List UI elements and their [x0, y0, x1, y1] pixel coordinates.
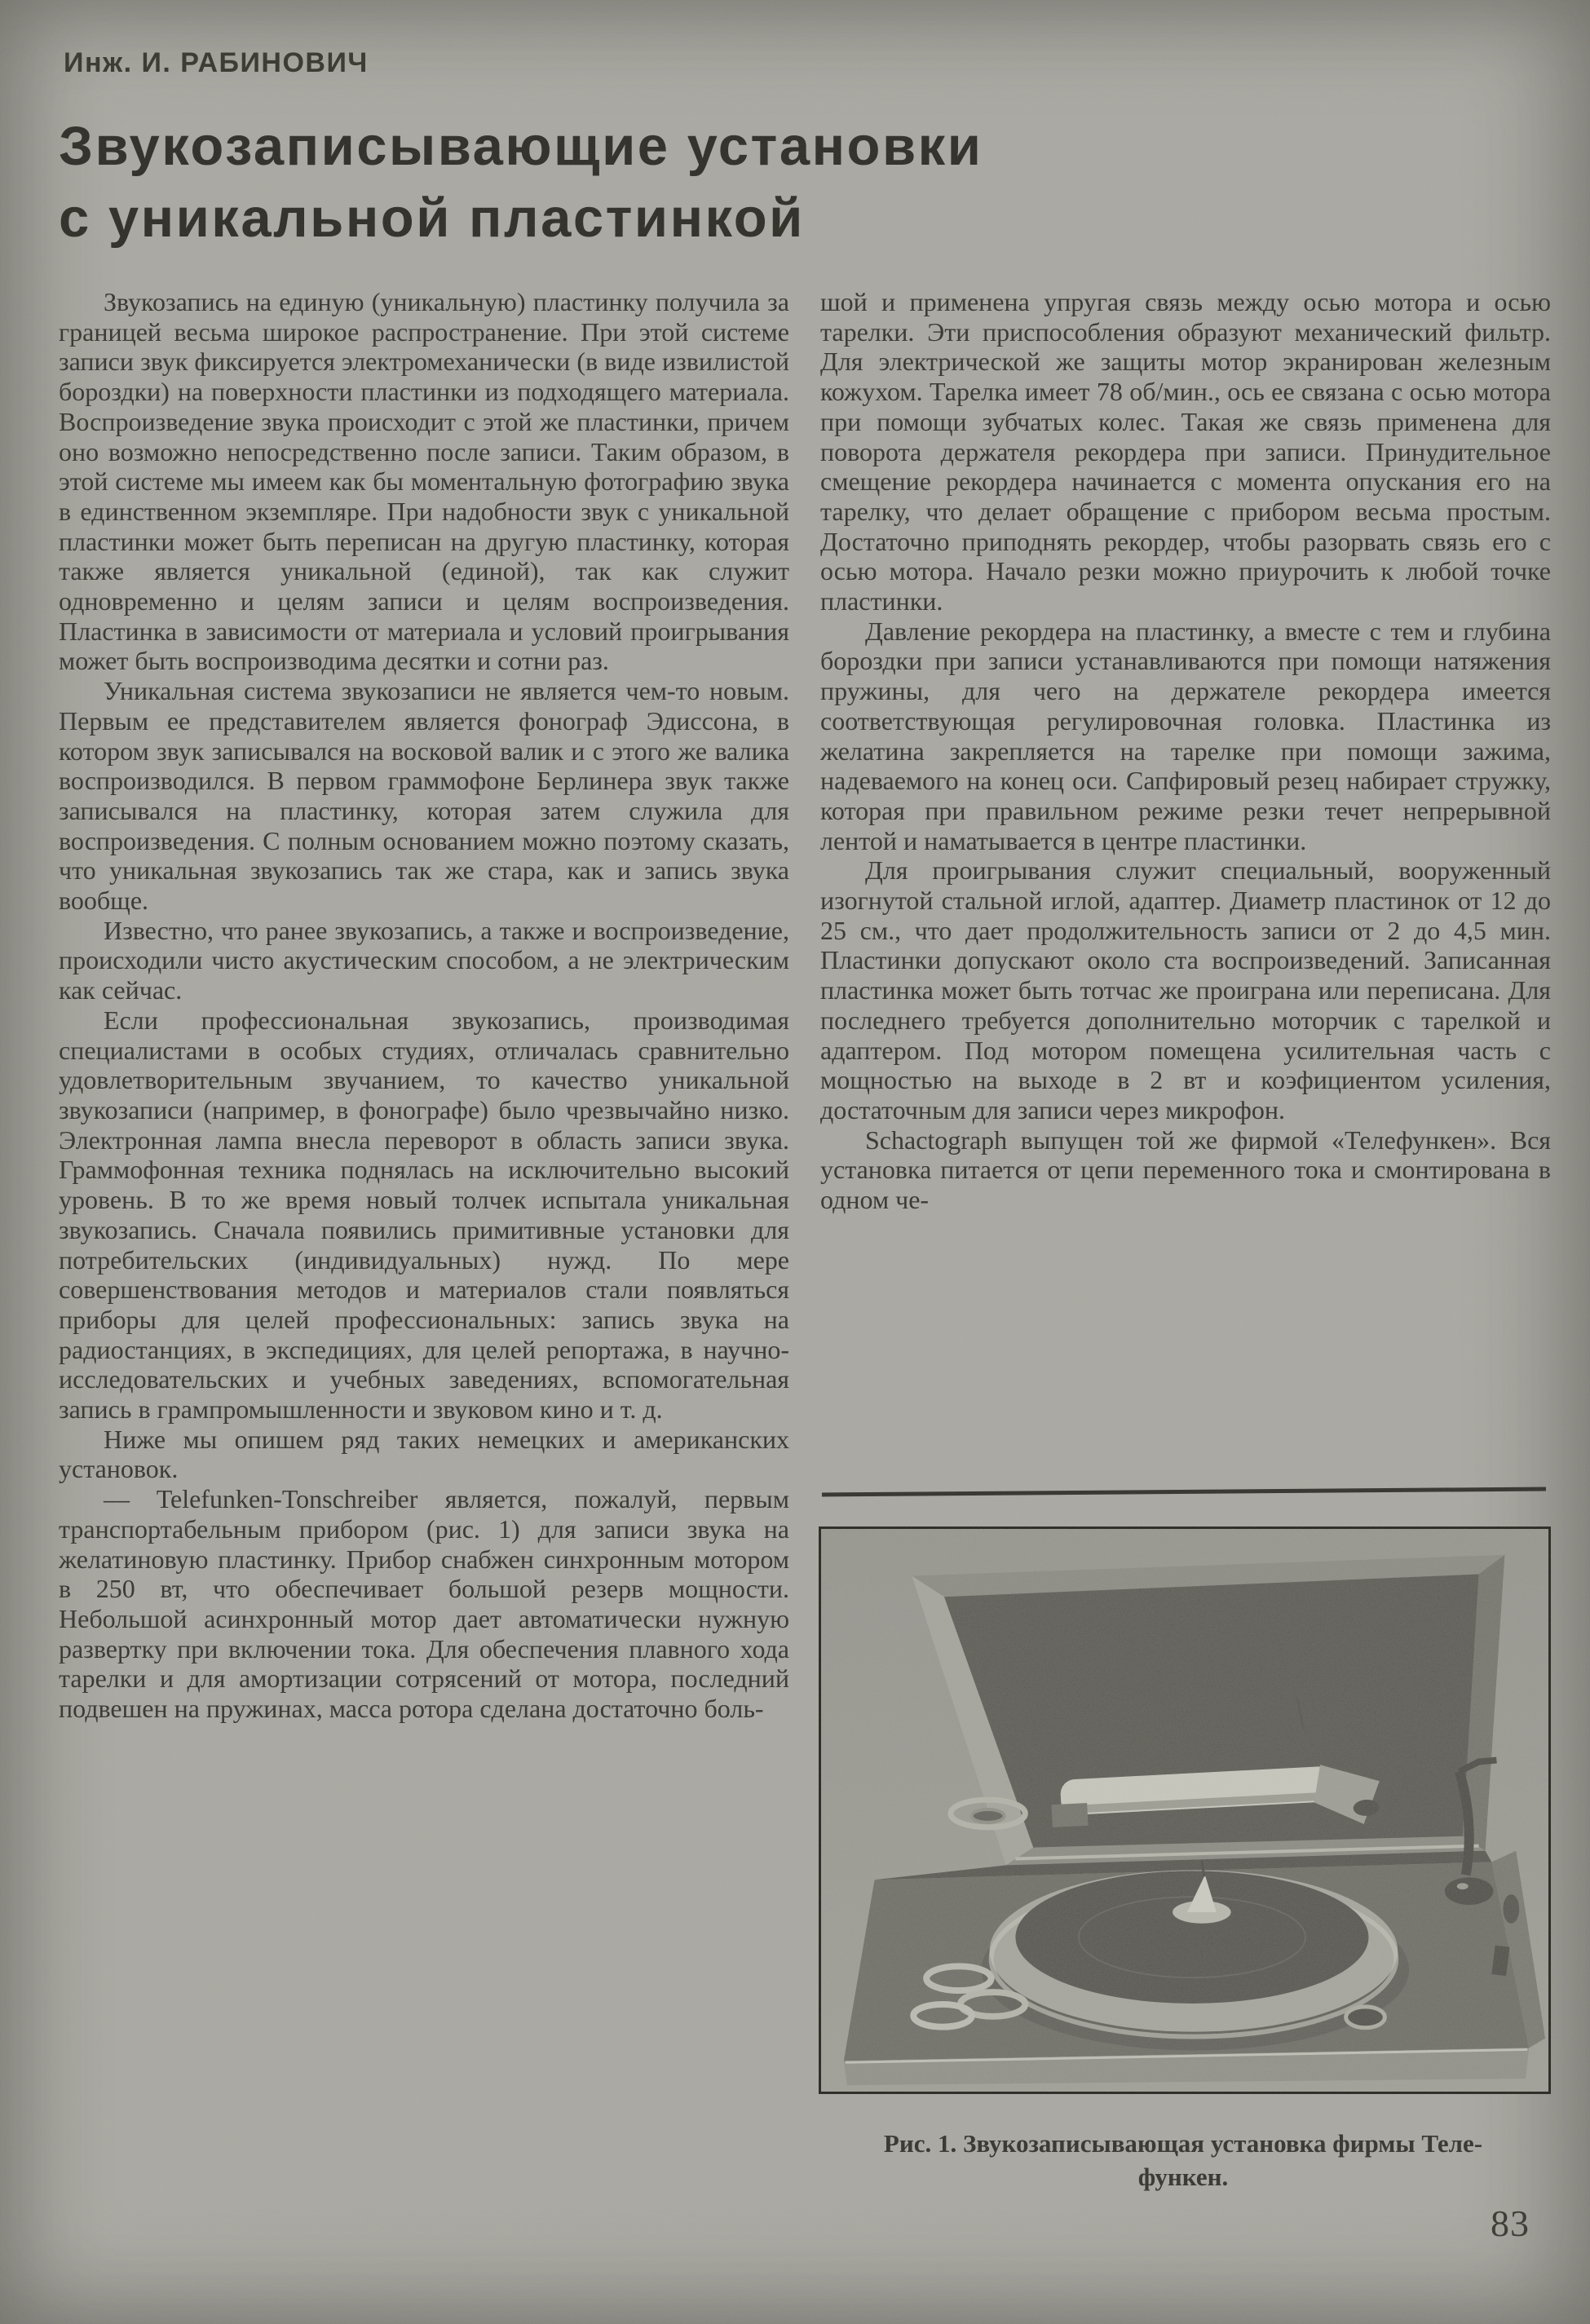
paragraph: Для проигрывания служит специальный, вооруженный изогнутой стальной иглой, адаптер. Диаметр пластинок от 12 до 25 см., что дает продолжительность записи от 2 до 4,5 мин. Пластинки допускают около ста воспроизведений. Записанная пластинка может быть тотчас же проиграна или переписана. Для последнего требуется дополнительно моторчик с тарелкой и адаптером. Под мотором помещена усилительная часть с мощностью на выходе в 2 вт и коэфициентом усиления, достаточным для записи через микрофон.	[820, 855, 1551, 1124]
caption-line-1: Рис. 1. Звукозаписывающая установка фирмы Теле-	[883, 2129, 1483, 2158]
paragraph: шой и применена упругая связь между осью мотора и осью тарелки. Эти приспособления образуют механический фильтр. Для электрической же защиты мотор экранирован железным кожухом. Тарелка имеет 78 об/мин., ось ее связана с осью мотора при помощи зубчатых колес. Такая же связь применена для поворота держателя рекордера при записи. Принудительное смещение рекордера начинается с момента опускания его на тарелку, что делает обращение с прибором весьма простым. Достаточно приподнять рекордер, чтобы разорвать связь его с осью мотора. Начало резки можно приурочить к любой точке пластинки.	[820, 287, 1551, 616]
paragraph: Schactograph выпущен той же фирмой «Телефункен». Вся установка питается от цепи переменного тока и смонтирована в одном че-	[820, 1124, 1551, 1215]
paragraph: Уникальная система звукозаписи не является чем-то новым. Первым ее представителем является фонограф Эдиссона, в котором звук записывался на восковой валик и с этого же валика воспроизводился. В первом граммофоне Берлинера звук также записывался на пластинку, которая затем служила для воспроизведения. С полным основанием можно поэтому сказать, что уникальная звукозапись так же стара, как и запись звука вообще.	[59, 676, 789, 916]
left-column	[59, 287, 789, 2211]
author-line: Инж. И. РАБИНОВИЧ	[64, 47, 369, 78]
page-number: 83	[1491, 2202, 1530, 2244]
paragraph: Если профессиональная звукозапись, производимая специалистами в особых студиях, отличалась сравнительно удовлетворительным звучанием, то качество уникальной звукозаписи (например, в фонографе) было чрезвычайно низко. Электронная лампа внесла переворот в область записи звука. Граммофонная техника поднялась на исключительно высокий уровень. В то же время новый толчек испытала уникальная звукозапись. Сначала появились примитивные установки для потребительских (индивидуальных) нужд. По мере совершенствования методов и материалов стали появляться приборы для целей профессиональных: запись звука на радиостанциях, в экспедициях, для целей репортажа, в научно-исследовательских и учебных заведениях, вспомогательная запись в грампромышленности и звуковом кино и т. д.	[59, 1005, 789, 1425]
article-title	[59, 111, 1445, 254]
paragraph: Звукозапись на единую (уникальную) пластинку получила за границей весьма широкое распространение. При этой системе записи звук фиксируется электромеханически (в виде извилистой бороздки) на поверхности пластинки из подходящего материала. Воспроизведение звука происходит с этой же пластинки, причем оно возможно непосредственно после записи. Таким образом, в этой системе мы имеем как бы моментальную фотографию звука в единственном экземпляре. При надобности звук с уникальной пластинки может быть переписан на другую пластинку, которая также является уникальной (единой), так как служит одновременно и целям записи и целям воспроизведения. Пластинка в зависимости от материала и условий проигрывания может быть воспроизводима десятки и сотни раз.	[59, 287, 789, 676]
paragraph: Известно, что ранее звукозапись, а также и воспроизведение, происходили чисто акустическим способом, а не электрическим как сейчас.	[59, 915, 789, 1005]
paragraph: — Telefunken-Tonschreiber является, пожалуй, первым транспортабельным прибором (рис. 1) для записи звука на желатиновую пластинку. Прибор снабжен синхронным мотором в 250 вт, что обеспечивает большой резерв мощности. Небольшой асинхронный мотор дает автоматически нужную развертку при включении тока. Для обеспечения плавного хода тарелки и для амортизации сотрясений от мотора, последний подвешен на пружинах, масса ротора сделана достаточно боль-	[59, 1484, 789, 1724]
figure-photo	[819, 1527, 1551, 2094]
right-column	[820, 287, 1551, 1490]
title-line-1: Звукозаписывающие установки	[59, 116, 983, 177]
paragraph: Ниже мы опишем ряд таких немецких и американских установок.	[59, 1424, 789, 1484]
paragraph: Давление рекордера на пластинку, а вместе с тем и глубина бороздки при записи устанавливаются при помощи натяжения пружины, для чего на держателе рекордера имеется соответствующая регулировочная головка. Пластинка из желатина закрепляется на тарелке при помощи зажима, надеваемого на конец оси. Сапфировый резец набирает стружку, которая при правильном режиме резки течет непрерывной лентой и наматывается в центре пластинки.	[820, 616, 1551, 855]
photo-grain	[821, 1529, 1548, 2092]
figure-caption	[825, 2127, 1541, 2194]
caption-line-2: функен.	[1137, 2163, 1229, 2191]
turntable-illustration	[821, 1529, 1548, 2092]
title-line-2: с уникальной пластинкой	[59, 188, 805, 249]
